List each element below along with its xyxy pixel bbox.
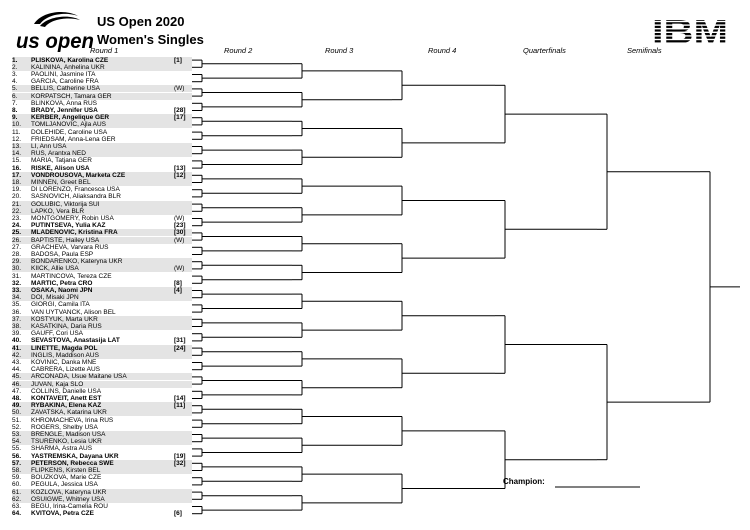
player-name: KHROMACHEVA, Irina RUS xyxy=(31,416,114,424)
round-header-quarterfinals: Quarterfinals xyxy=(523,46,566,55)
player-number: 25. xyxy=(12,229,22,237)
player-number: 46. xyxy=(12,380,22,388)
player-number: 58. xyxy=(12,466,22,474)
player-name: MARTIC, Petra CRO xyxy=(31,279,93,287)
player-number: 51. xyxy=(12,416,22,424)
player-number: 40. xyxy=(12,337,22,345)
player-name: JUVAN, Kaja SLO xyxy=(31,380,84,388)
player-name: SEVASTOVA, Anastasija LAT xyxy=(31,337,120,345)
round-header-semifinals: Semifinals xyxy=(627,46,662,55)
player-number: 6. xyxy=(12,92,18,100)
player-number: 22. xyxy=(12,207,22,215)
player-name: YASTREMSKA, Dayana UKR xyxy=(31,452,119,460)
player-number: 11. xyxy=(12,128,21,136)
player-seed: [1] xyxy=(174,56,182,64)
player-name: LAPKO, Vera BLR xyxy=(31,207,85,215)
player-name: SHARMA, Astra AUS xyxy=(31,445,93,453)
player-name: BRENGLE, Madison USA xyxy=(31,430,106,438)
player-number: 32. xyxy=(12,279,22,287)
round-header-4: Round 4 xyxy=(428,46,457,55)
player-name: GOLUBIC, Viktorija SUI xyxy=(31,200,100,208)
player-number: 61. xyxy=(12,488,22,496)
player-number: 38. xyxy=(12,322,22,330)
player-seed: [32] xyxy=(174,459,186,467)
player-number: 50. xyxy=(12,409,22,417)
player-name: MONTGOMERY, Robin USA xyxy=(31,214,114,222)
player-number: 48. xyxy=(12,394,22,402)
player-name: GARCIA, Caroline FRA xyxy=(31,78,99,86)
player-number: 34. xyxy=(12,294,22,302)
player-number: 35. xyxy=(12,301,22,309)
player-name: KONTAVEIT, Anett EST xyxy=(31,394,102,402)
player-number: 45. xyxy=(12,373,22,381)
ibm-logo-text: IBM xyxy=(652,15,728,45)
player-number: 3. xyxy=(12,70,18,78)
player-number: 23. xyxy=(12,214,22,222)
player-number: 20. xyxy=(12,193,22,201)
player-number: 53. xyxy=(12,430,22,438)
player-number: 27. xyxy=(12,243,22,251)
player-name: KORPATSCH, Tamara GER xyxy=(31,92,112,100)
player-name: VONDROUSOVA, Marketa CZE xyxy=(31,171,126,179)
player-name: INGLIS, Maddison AUS xyxy=(31,351,99,359)
player-name: GAUFF, Cori USA xyxy=(31,330,84,338)
player-name: OSAKA, Naomi JPN xyxy=(31,286,93,294)
player-name: DOLEHIDE, Caroline USA xyxy=(31,128,108,136)
player-name: PUTINTSEVA, Yulia KAZ xyxy=(31,222,106,230)
player-seed: [23] xyxy=(174,222,186,230)
player-name: LINETTE, Magda POL xyxy=(31,344,98,352)
player-seed: [12] xyxy=(174,171,186,179)
player-number: 43. xyxy=(12,358,22,366)
player-name: KERBER, Angelique GER xyxy=(31,114,110,122)
player-number: 5. xyxy=(12,85,18,93)
player-number: 44. xyxy=(12,366,22,374)
player-name: VAN UYTVANCK, Alison BEL xyxy=(31,308,116,316)
player-number: 26. xyxy=(12,236,22,244)
player-number: 14. xyxy=(12,150,22,158)
player-number: 57. xyxy=(12,459,22,467)
player-seed: [14] xyxy=(174,394,186,402)
player-name: RISKE, Alison USA xyxy=(31,164,90,172)
player-name: KIICK, Allie USA xyxy=(31,265,79,273)
player-name: KOSTYUK, Marta UKR xyxy=(31,315,98,323)
player-number: 19. xyxy=(12,186,22,194)
player-name: BADOSA, Paula ESP xyxy=(31,250,94,258)
player-seed: [24] xyxy=(174,344,186,352)
player-name: BONDARENKO, Kateryna UKR xyxy=(31,258,123,266)
player-number: 47. xyxy=(12,387,22,395)
player-name: ZAVATSKA, Katarina UKR xyxy=(31,409,107,417)
player-name: KOZLOVA, Kateryna UKR xyxy=(31,488,107,496)
player-number: 49. xyxy=(12,402,22,410)
player-name: BEGU, Irina-Camelia ROU xyxy=(31,502,108,510)
player-number: 16. xyxy=(12,164,22,172)
player-name: DOI, Misaki JPN xyxy=(31,294,79,302)
player-name: SASNOVICH, Aliaksandra BLR xyxy=(31,193,121,201)
player-number: 62. xyxy=(12,495,22,503)
player-number: 59. xyxy=(12,474,22,482)
player-name: PEGULA, Jessica USA xyxy=(31,481,98,489)
player-seed: [11] xyxy=(174,402,186,410)
round-header-2: Round 2 xyxy=(224,46,253,55)
player-seed: [28] xyxy=(174,106,186,114)
player-name: GIORGI, Camila ITA xyxy=(31,301,90,309)
player-seed: [30] xyxy=(174,229,186,237)
player-name: CABRERA, Lizette AUS xyxy=(31,366,100,374)
player-number: 28. xyxy=(12,250,22,258)
player-name: KVITOVA, Petra CZE xyxy=(31,510,94,518)
player-number: 4. xyxy=(12,78,18,86)
player-name: DI LORENZO, Francesca USA xyxy=(31,186,120,194)
player-number: 42. xyxy=(12,351,22,359)
player-name: FRIEDSAM, Anna-Lena GER xyxy=(31,135,116,143)
player-number: 37. xyxy=(12,315,22,323)
player-name: COLLINS, Danielle USA xyxy=(31,387,102,395)
player-number: 31. xyxy=(12,272,22,280)
player-number: 2. xyxy=(12,63,18,71)
player-name: MARTINCOVA, Tereza CZE xyxy=(31,272,112,280)
player-seed: [17] xyxy=(174,114,186,122)
player-seed: [19] xyxy=(174,452,186,460)
player-name: PLISKOVA, Karolina CZE xyxy=(31,56,109,64)
round-header-1: Round 1 xyxy=(90,46,119,55)
player-name: MINNEN, Greet BEL xyxy=(31,178,91,186)
player-number: 52. xyxy=(12,423,22,431)
player-name: PETERSON, Rebecca SWE xyxy=(31,459,114,467)
player-name: OSUIGWE, Whitney USA xyxy=(31,495,105,503)
player-number: 29. xyxy=(12,258,22,266)
champion-label: Champion: xyxy=(503,477,545,486)
player-number: 8. xyxy=(12,106,18,114)
player-number: 36. xyxy=(12,308,22,316)
player-number: 39. xyxy=(12,330,22,338)
player-number: 41. xyxy=(12,344,22,352)
player-seed: [8] xyxy=(174,279,182,287)
page-title: US Open 2020 xyxy=(97,14,185,29)
player-name: TSURENKO, Lesia UKR xyxy=(31,438,102,446)
player-name: RYBAKINA, Elena KAZ xyxy=(31,402,102,410)
logo-text: us open xyxy=(16,30,94,52)
player-name: BLINKOVA, Anna RUS xyxy=(31,99,97,107)
player-name: BELLIS, Catherine USA xyxy=(31,85,101,93)
player-name: KOVINIC, Danka MNE xyxy=(31,358,97,366)
player-name: BRADY, Jennifer USA xyxy=(31,106,98,114)
player-name: KALININA, Anhelina UKR xyxy=(31,63,105,71)
player-name: BOUZKOVA, Marie CZE xyxy=(31,474,102,482)
player-seed: (W) xyxy=(174,265,185,273)
round-header-3: Round 3 xyxy=(325,46,354,55)
player-number: 17. xyxy=(12,171,22,179)
player-number: 33. xyxy=(12,286,22,294)
page-subtitle: Women's Singles xyxy=(97,32,204,47)
player-seed: (W) xyxy=(174,85,185,93)
player-number: 30. xyxy=(12,265,22,273)
player-number: 56. xyxy=(12,452,22,460)
player-name: PAOLINI, Jasmine ITA xyxy=(31,70,96,78)
player-seed: [13] xyxy=(174,164,186,172)
player-number: 24. xyxy=(12,222,22,230)
player-number: 55. xyxy=(12,445,22,453)
player-seed: [6] xyxy=(174,510,182,518)
player-number: 10. xyxy=(12,121,22,129)
player-name: FLIPKENS, Kirsten BEL xyxy=(31,466,101,474)
player-seed: (W) xyxy=(174,214,185,222)
player-name: ROGERS, Shelby USA xyxy=(31,423,98,431)
player-number: 1. xyxy=(12,56,18,64)
player-number: 60. xyxy=(12,481,22,489)
player-number: 64. xyxy=(12,510,22,518)
player-name: MLADENOVIC, Kristina FRA xyxy=(31,229,118,237)
player-number: 7. xyxy=(12,99,18,107)
player-name: MARIA, Tatjana GER xyxy=(31,157,92,165)
player-number: 54. xyxy=(12,438,22,446)
player-number: 9. xyxy=(12,114,18,122)
player-number: 63. xyxy=(12,502,22,510)
player-number: 15. xyxy=(12,157,22,165)
player-number: 21. xyxy=(12,200,22,208)
player-seed: (W) xyxy=(174,236,185,244)
player-name: TOMLJANOVIC, Ajla AUS xyxy=(31,121,107,129)
player-name: ARCONADA, Usue Maitane USA xyxy=(31,373,127,381)
player-name: RUS, Arantxa NED xyxy=(31,150,86,158)
player-number: 13. xyxy=(12,142,22,150)
player-name: LI, Ann USA xyxy=(31,142,67,150)
player-name: BAPTISTE, Hailey USA xyxy=(31,236,100,244)
player-number: 18. xyxy=(12,178,22,186)
player-name: GRACHEVA, Varvara RUS xyxy=(31,243,109,251)
player-number: 12. xyxy=(12,135,22,143)
player-seed: [4] xyxy=(174,286,182,294)
player-name: KASATKINA, Daria RUS xyxy=(31,322,102,330)
player-seed: [31] xyxy=(174,337,186,345)
